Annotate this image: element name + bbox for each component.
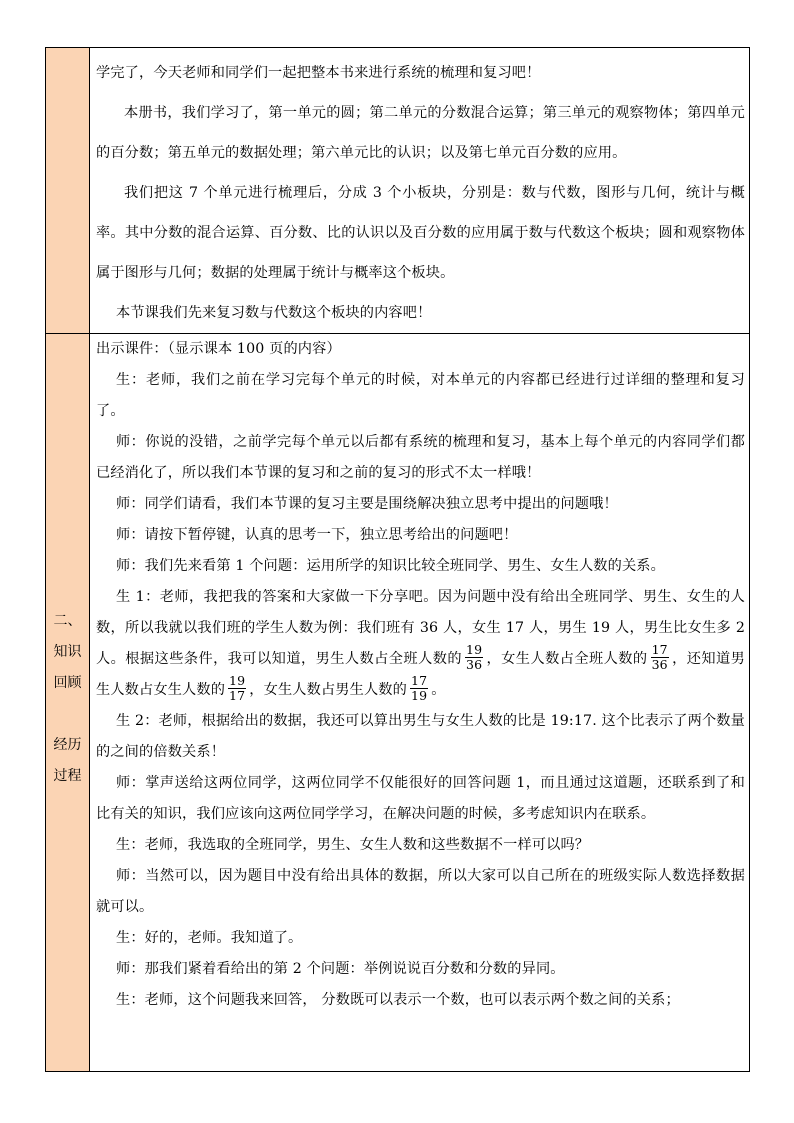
section-label-line: 回顾	[53, 675, 82, 691]
section-label-cell	[46, 48, 90, 334]
paragraph: 师：你说的没错，之前学完每个单元以后都有系统的梳理和复习，基本上每个单元的内容同学们都已经消化了，所以我们本节课的复习和之前的复习的形式不太一样哦！	[96, 434, 745, 481]
section-content-review	[90, 334, 750, 1072]
paragraph: 生：老师，我选取的全班同学，男生、女生人数和这些数据不一样可以吗？	[116, 837, 590, 853]
fraction-denominator: 36	[651, 656, 668, 672]
text-run: 。	[431, 682, 446, 698]
fraction	[465, 643, 483, 672]
text-run: 生 1：老师，我把我的答案和大家做一下分享吧。因为问题中没有给出全班同学、男生、女生的人数，所以我就以我们班的学生人数为例：我们班有 36 人，女生 17 人，男生 19 人，男生比女生多 2 人。根据这些条件，我可以知道，男生人数占全班人数的	[96, 589, 745, 667]
paragraph-with-fractions	[96, 582, 745, 706]
paragraph: 师：那我们紧着看给出的第 2 个问题：举例说说百分数和分数的异同。	[116, 961, 565, 977]
paragraph: 生：老师，这个问题我来回答， 分数既可以表示一个数，也可以表示两个数之间的关系；	[116, 992, 680, 1008]
fraction-numerator: 19	[229, 672, 246, 688]
paragraph: 师：掌声送给这两位同学，这两位同学不仅能很好的回答问题 1，而且通过这道题，还联系到了和比有关的知识，我们应该向这两位同学学习，在解决问题的时候，多考虑知识内在联系。	[96, 775, 745, 822]
section-label-line: 过程	[53, 768, 82, 784]
fraction-numerator: 17	[410, 672, 428, 688]
fraction	[651, 643, 669, 672]
paragraph: 出示课件：（显示课本 100 页的内容）	[96, 341, 341, 357]
paragraph: 师：同学们请看，我们本节课的复习主要是围绕解决独立思考中提出的问题哦！	[116, 496, 618, 512]
paragraph: 生 2：老师，根据给出的数据，我还可以算出男生与女生人数的比是 19:17. 这个比表示了两个数量的之间的倍数关系！	[96, 713, 745, 760]
section-label-line: 知识	[53, 644, 82, 660]
fraction-denominator: 36	[466, 656, 483, 672]
paragraph: 我们把这 7 个单元进行梳理后，分成 3 个小板块，分别是：数与代数，图形与几何，统计与概率。其中分数的混合运算、百分数、比的认识以及百分数的应用属于数与代数这个板块；圆和观察物体属于图形与几何；数据的处理属于统计与概率这个板块。	[96, 185, 745, 281]
section-label-cell	[46, 334, 90, 1072]
paragraph: 师：请按下暂停键，认真的思考一下，独立思考给出的问题吧！	[116, 527, 518, 543]
text-run: ，女生人数占全班人数的	[486, 651, 648, 667]
fraction-numerator: 19	[466, 641, 483, 657]
section-row-intro	[46, 48, 750, 334]
section-row-review	[46, 334, 750, 1072]
paragraph: 师：当然可以，因为题目中没有给出具体的数据，所以大家可以自己所在的班级实际人数选择数据就可以。	[96, 868, 745, 915]
paragraph: 生：老师，我们之前在学习完每个单元的时候，对本单元的内容都已经进行过详细的整理和复习了。	[96, 372, 745, 419]
text-run: ，还知道男生人数占女生人数的	[96, 651, 745, 698]
fraction	[410, 674, 428, 703]
paragraph: 本册书，我们学习了，第一单元的圆；第二单元的分数混合运算；第三单元的观察物体；第四单元的百分数；第五单元的数据处理；第六单元比的认识；以及第七单元百分数的应用。	[96, 105, 745, 161]
paragraph: 生：好的，老师。我知道了。	[116, 930, 303, 946]
text-run: ，女生人数占男生人数的	[249, 682, 407, 698]
paragraph: 学完了，今天老师和同学们一起把整本书来进行系统的梳理和复习吧！	[96, 65, 541, 81]
fraction-numerator: 17	[651, 641, 668, 657]
paragraph: 本节课我们先来复习数与代数这个板块的内容吧！	[116, 305, 432, 321]
lesson-table	[45, 47, 750, 1072]
section-label-line: 经历	[53, 737, 82, 753]
paragraph: 师：我们先来看第 1 个问题：运用所学的知识比较全班同学、男生、女生人数的关系。	[116, 558, 665, 574]
section-content-intro	[90, 48, 750, 334]
section-label	[46, 334, 89, 792]
section-label-line: 二、	[53, 613, 82, 629]
fraction-denominator: 19	[410, 687, 428, 703]
fraction	[228, 674, 246, 703]
fraction-denominator: 17	[229, 687, 246, 703]
